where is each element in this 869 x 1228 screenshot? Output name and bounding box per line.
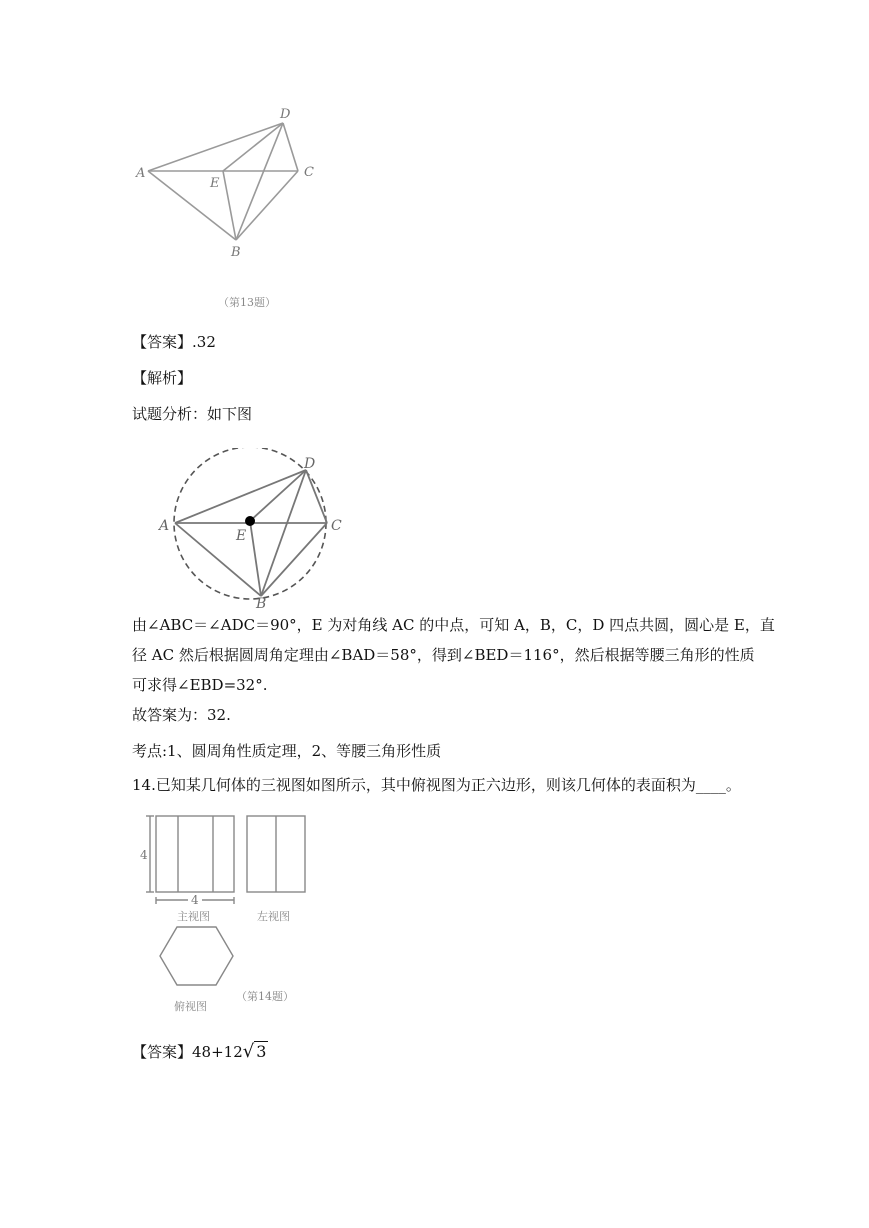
conclusion: 故答案为：32. [132,706,231,724]
circle-label-C: C [331,518,342,534]
label-E: E [210,176,220,191]
label-B: B [231,245,241,260]
answer-13 [132,332,216,352]
figure-14-three-views [140,810,330,1020]
circle-label-E: E [236,528,247,544]
radicand: 3 [256,1042,267,1061]
explanation-line-1: 由∠ABC＝∠ADC＝90°，E 为对角线 AC 的中点，可知 A，B，C，D 四点共圆，圆心是 E，直 [132,616,775,634]
figure-13-diagram [130,100,330,260]
question-14: 14.已知某几何体的三视图如图所示，其中俯视图为正六边形，则该几何体的表面积为____。 [132,776,741,794]
explanation-line-3: 可求得∠EBD=32°. [132,676,268,694]
label-D: D [280,107,291,122]
front-view-label: 主视图 [177,910,210,923]
dim-width-label: 4 [191,893,199,907]
circle-diagram [155,448,355,613]
radical-sign: √ [242,1041,255,1062]
circle-label-D: D [304,456,316,472]
kaodian: 考点:1、圆周角性质定理，2、等腰三角形性质 [132,742,442,760]
dim-height-label: 4 [140,848,148,862]
analysis-intro: 试题分析：如下图 [132,405,253,423]
answer-value: 48+12 [192,1043,243,1061]
figure-13-caption: （第13题） [218,296,276,309]
answer-tag: 【答案】 [132,333,193,351]
analysis-tag: 【解析】 [132,369,193,387]
side-view-label: 左视图 [257,910,290,923]
explanation-line-2: 径 AC 然后根据圆周角定理由∠BAD＝58°，得到∠BED＝116°，然后根据等腰三角形的性质 [132,646,755,664]
sqrt-3 [243,1042,269,1062]
answer-14 [132,1042,268,1062]
circle-label-A: A [159,518,170,534]
figure-14-caption: （第14题） [236,990,294,1003]
top-view-label: 俯视图 [174,1000,207,1013]
answer-value: .32 [192,333,216,351]
circle-label-B: B [256,596,267,612]
label-A: A [136,166,146,181]
answer-tag: 【答案】 [132,1043,193,1061]
label-C: C [304,165,314,180]
